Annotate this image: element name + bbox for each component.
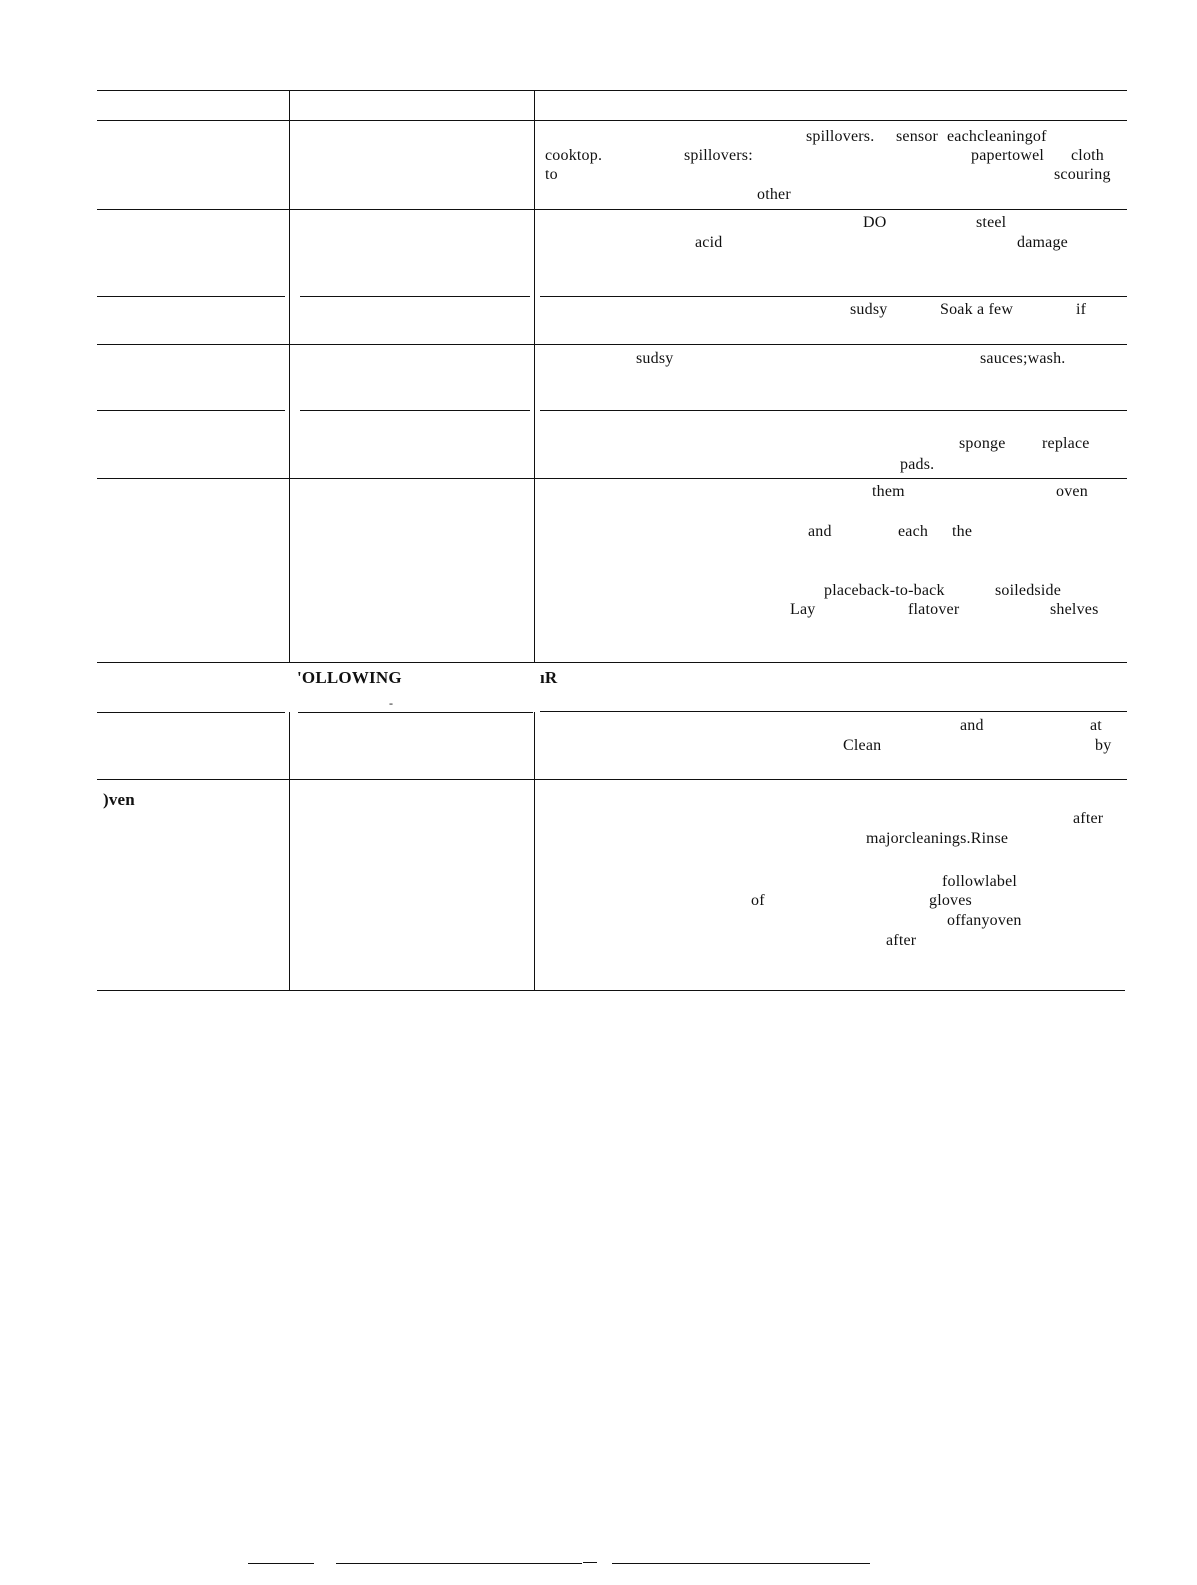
row1-word: spillovers. xyxy=(806,128,875,145)
rule-row7-top-c xyxy=(540,711,1127,712)
row7-word: at xyxy=(1090,717,1102,734)
row8-word: gloves xyxy=(929,892,972,909)
rule-row8-top xyxy=(97,779,1127,780)
row8-word: of xyxy=(751,892,765,909)
rule-row5-top-b xyxy=(300,410,530,411)
rule-col2-a xyxy=(534,90,535,662)
row6-word: each xyxy=(898,523,929,540)
row5-word: sponge xyxy=(959,435,1006,452)
row6-word: oven xyxy=(1056,483,1088,500)
row8-word: majorcleanings.Rinse xyxy=(866,830,1009,847)
row2-word: damage xyxy=(1017,234,1068,251)
rule-bottom xyxy=(97,990,1125,991)
row6-word: them xyxy=(872,483,905,500)
rule-footer-a xyxy=(248,1563,314,1564)
row8-word: offanyoven xyxy=(947,912,1022,929)
row1-word: papertowel xyxy=(971,147,1045,164)
row6-word: soiledside xyxy=(995,582,1061,599)
rule-col1-b xyxy=(289,712,290,990)
rule-row7-top-b xyxy=(298,712,533,713)
rule-row5-top-a xyxy=(97,410,285,411)
row2-word: acid xyxy=(695,234,723,251)
row6-word: Lay xyxy=(790,601,816,618)
row2-word: DO xyxy=(863,214,887,231)
rule-row1-top xyxy=(97,120,1127,121)
row8-word: after xyxy=(1073,810,1104,827)
row3-word: Soak a few xyxy=(940,301,1014,318)
rule-row5-top-c xyxy=(540,410,1127,411)
section-heading-left: 'OLLOWING xyxy=(297,668,402,687)
row1-word: spillovers: xyxy=(684,147,753,164)
row4-word: sudsy xyxy=(636,350,674,367)
rule-footer-e xyxy=(612,1563,870,1564)
section-heading-dash: - xyxy=(389,696,394,710)
rule-row4-top xyxy=(97,344,1127,345)
rule-row2-top xyxy=(97,209,1127,210)
row6-word: shelves xyxy=(1050,601,1099,618)
row3-word: sudsy xyxy=(850,301,888,318)
rule-row6-top xyxy=(97,478,1127,479)
row1-word: sensor xyxy=(896,128,939,145)
rule-section-top xyxy=(97,662,1127,663)
row4-word: sauces;wash. xyxy=(980,350,1066,367)
row5-word: pads. xyxy=(900,456,935,473)
row7-word: Clean xyxy=(843,737,882,754)
rule-col2-b xyxy=(534,712,535,990)
row8-word: after xyxy=(886,932,917,949)
rule-row3-top-b xyxy=(300,296,530,297)
section-heading-right: ıR xyxy=(540,668,558,687)
row3-word: if xyxy=(1076,301,1087,318)
rule-footer-c xyxy=(372,1563,582,1564)
rule-row3-top-c xyxy=(540,296,1127,297)
rule-footer-b xyxy=(336,1563,372,1564)
row1-word: eachcleaningof xyxy=(947,128,1047,145)
row6-word: flatover xyxy=(908,601,960,618)
row7-word: and xyxy=(960,717,984,734)
rule-row3-top-a xyxy=(97,296,285,297)
row1-word: other xyxy=(757,186,791,203)
row8-label: )ven xyxy=(103,790,135,809)
rule-top xyxy=(97,90,1127,91)
row8-word: followlabel xyxy=(942,873,1018,890)
row6-word: and xyxy=(808,523,832,540)
row1-word: cloth xyxy=(1071,147,1104,164)
row1-word: to xyxy=(545,166,558,183)
row6-word: the xyxy=(952,523,973,540)
rule-col1-a xyxy=(289,90,290,662)
row5-word: replace xyxy=(1042,435,1090,452)
row7-word: by xyxy=(1095,737,1112,754)
rule-row7-top-a xyxy=(97,712,285,713)
row1-word: cooktop. xyxy=(545,147,603,164)
row6-word: placeback-to-back xyxy=(824,582,945,599)
row2-word: steel xyxy=(976,214,1007,231)
rule-footer-d xyxy=(583,1562,597,1563)
row1-word: scouring xyxy=(1054,166,1111,183)
